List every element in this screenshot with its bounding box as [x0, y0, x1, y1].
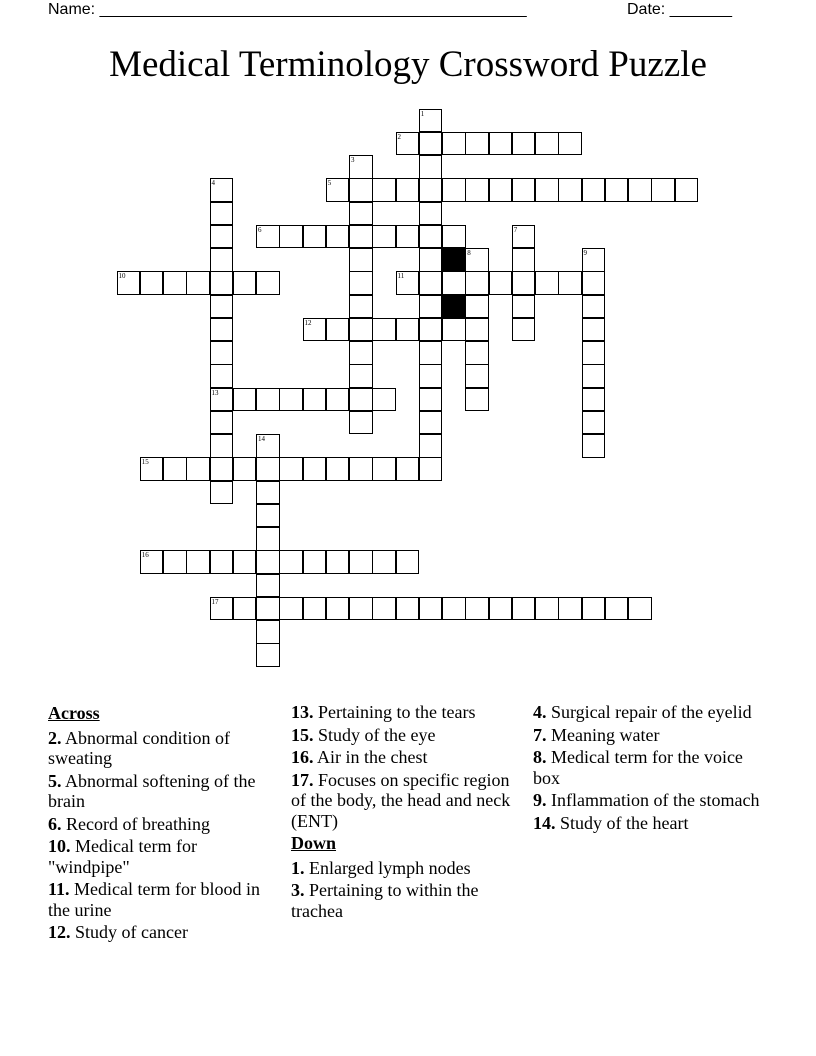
clue-text: Inflammation of the stomach	[546, 790, 760, 810]
grid-cell[interactable]	[233, 388, 257, 412]
grid-cell[interactable]	[419, 178, 443, 202]
cell-number: 9	[583, 249, 587, 257]
clue-number: 12.	[48, 922, 71, 942]
grid-cell[interactable]	[582, 364, 606, 388]
cell-number: 13	[211, 388, 219, 397]
grid-cell[interactable]	[419, 364, 443, 388]
cell-number: 10	[118, 272, 126, 281]
cell-number: 7	[513, 225, 518, 234]
grid-cell[interactable]	[396, 178, 420, 202]
grid-cell[interactable]	[349, 248, 373, 272]
grid-cell[interactable]	[163, 271, 187, 295]
clue-number: 17.	[291, 769, 314, 790]
grid-cell[interactable]	[256, 527, 280, 551]
clue-item	[533, 813, 765, 834]
grid-cell[interactable]	[465, 597, 489, 621]
grid-cell[interactable]	[140, 271, 164, 295]
grid-cell[interactable]	[396, 271, 420, 295]
clue-number: 5.	[48, 770, 62, 791]
grid-cell[interactable]	[396, 550, 420, 574]
clue-item	[533, 790, 765, 811]
clue-item	[48, 728, 280, 769]
grid-cell[interactable]	[512, 318, 536, 342]
grid-cell[interactable]	[256, 457, 280, 481]
clue-list	[291, 702, 523, 831]
grid-cell[interactable]	[256, 225, 280, 249]
clue-text: Medical term for "windpipe"	[48, 836, 197, 877]
grid-cell[interactable]	[372, 550, 396, 574]
grid-cell[interactable]	[419, 411, 443, 435]
grid-cell[interactable]	[326, 550, 350, 574]
clue-text: Abnormal softening of the brain	[48, 770, 256, 811]
grid-cell[interactable]	[512, 597, 536, 621]
grid-cell[interactable]	[558, 132, 582, 156]
grid-cell[interactable]	[372, 225, 396, 249]
grid-cell[interactable]	[489, 132, 513, 156]
grid-cell[interactable]	[465, 364, 489, 388]
grid-cell[interactable]	[210, 295, 234, 319]
grid-cell[interactable]	[419, 388, 443, 412]
clue-item	[533, 725, 765, 746]
grid-cell[interactable]	[303, 597, 327, 621]
grid-cell[interactable]	[210, 597, 234, 621]
grid-cell[interactable]	[512, 271, 536, 295]
grid-cell[interactable]	[233, 550, 257, 574]
grid-cell[interactable]	[419, 597, 443, 621]
clue-number: 3.	[291, 880, 305, 900]
grid-cell[interactable]	[512, 248, 536, 272]
grid-cell[interactable]	[489, 271, 513, 295]
grid-cell[interactable]	[210, 388, 234, 412]
grid-cell[interactable]	[372, 597, 396, 621]
grid-cell[interactable]	[210, 411, 234, 435]
grid-cell[interactable]	[326, 457, 350, 481]
grid-cell[interactable]	[326, 225, 350, 249]
grid-cell[interactable]	[419, 202, 443, 226]
grid-cell[interactable]	[233, 271, 257, 295]
grid-cell[interactable]	[303, 318, 327, 342]
grid-cell[interactable]	[489, 178, 513, 202]
grid-cell[interactable]	[210, 457, 234, 481]
across-heading: Across	[48, 703, 100, 723]
cell-number: 14	[258, 435, 265, 443]
grid-cell[interactable]	[210, 178, 234, 202]
clue-item	[48, 814, 280, 835]
down-heading: Down	[291, 833, 337, 853]
clue-text: Record of breathing	[61, 813, 210, 834]
grid-cell[interactable]	[419, 248, 443, 272]
grid-cell[interactable]	[582, 295, 606, 319]
name-field: Name: ________________________________________________	[48, 1, 527, 18]
grid-cell[interactable]	[442, 597, 466, 621]
grid-cell[interactable]	[419, 225, 443, 249]
grid-cell[interactable]	[210, 248, 234, 272]
page-title: Medical Terminology Crossword Puzzle	[109, 44, 707, 85]
clue-item	[533, 702, 765, 723]
clue-text: Medical term for the voice box	[533, 747, 743, 788]
grid-cell[interactable]	[465, 271, 489, 295]
clue-number: 4.	[533, 702, 547, 722]
grid-cell[interactable]	[419, 318, 443, 342]
grid-cell[interactable]	[349, 364, 373, 388]
clue-text: Focuses on specific region of the body, the head and neck (ENT)	[291, 769, 511, 831]
grid-cell[interactable]	[396, 457, 420, 481]
grid-cell[interactable]	[210, 481, 234, 505]
grid-cell[interactable]	[465, 178, 489, 202]
cell-number: 5	[327, 179, 332, 188]
grid-cell[interactable]	[489, 597, 513, 621]
grid-cell[interactable]	[256, 504, 280, 528]
grid-cell[interactable]	[256, 271, 280, 295]
grid-cell[interactable]	[326, 318, 350, 342]
grid-cell[interactable]	[326, 178, 350, 202]
grid-cell[interactable]	[256, 597, 280, 621]
grid-cell[interactable]	[303, 457, 327, 481]
cell-number: 4	[211, 179, 215, 188]
grid-cell[interactable]	[396, 597, 420, 621]
grid-cell[interactable]	[210, 550, 234, 574]
grid-cell[interactable]	[419, 132, 443, 156]
grid-cell[interactable]	[349, 457, 373, 481]
grid-cell[interactable]	[442, 225, 466, 249]
grid-cell[interactable]	[163, 457, 187, 481]
grid-cell[interactable]	[349, 155, 373, 179]
clue-text: Study of the heart	[555, 812, 689, 833]
grid-cell[interactable]	[558, 597, 582, 621]
grid-cell[interactable]	[349, 271, 373, 295]
grid-cell[interactable]	[582, 178, 606, 202]
grid-cell[interactable]	[675, 178, 699, 202]
grid-cell[interactable]	[349, 295, 373, 319]
cell-number: 12	[304, 318, 312, 327]
clue-number: 15.	[291, 724, 314, 745]
grid-cell[interactable]	[256, 550, 280, 574]
grid-cell[interactable]	[303, 225, 327, 249]
grid-cell[interactable]	[210, 318, 234, 342]
grid-cell[interactable]	[349, 202, 373, 226]
clue-number: 1.	[291, 857, 305, 878]
clue-item	[291, 725, 523, 746]
grid-cell[interactable]	[442, 318, 466, 342]
clue-list	[533, 702, 765, 833]
cell-number: 1	[420, 109, 425, 118]
clue-item	[48, 922, 280, 943]
grid-cell[interactable]	[582, 318, 606, 342]
clue-column-3	[533, 702, 765, 835]
grid-cell[interactable]	[535, 132, 559, 156]
grid-cell[interactable]	[210, 225, 234, 249]
grid-cell[interactable]	[326, 597, 350, 621]
grid-cell[interactable]	[163, 550, 187, 574]
grid-cell[interactable]	[558, 178, 582, 202]
grid-cell[interactable]	[582, 597, 606, 621]
grid-cell[interactable]	[442, 178, 466, 202]
clue-text: Meaning water	[546, 724, 660, 745]
clue-text: Study of cancer	[70, 922, 188, 942]
grid-cell[interactable]	[419, 295, 443, 319]
clue-item	[291, 770, 523, 832]
grid-cell[interactable]	[140, 457, 164, 481]
clue-item	[48, 771, 280, 812]
grid-cell[interactable]	[605, 597, 629, 621]
clue-text: Surgical repair of the eyelid	[546, 702, 752, 722]
clue-number: 2.	[48, 727, 62, 748]
grid-cell[interactable]	[465, 248, 489, 272]
grid-cell[interactable]	[256, 388, 280, 412]
date-field: Date: _______	[627, 1, 732, 18]
black-cell	[442, 295, 466, 319]
grid-cell[interactable]	[279, 388, 303, 412]
cell-number: 2	[397, 132, 401, 141]
grid-cell[interactable]	[465, 318, 489, 342]
grid-cell[interactable]	[512, 225, 536, 249]
grid-cell[interactable]	[186, 271, 210, 295]
grid-cell[interactable]	[535, 178, 559, 202]
grid-cell[interactable]	[256, 574, 280, 598]
clue-list	[291, 858, 523, 922]
grid-cell[interactable]	[279, 457, 303, 481]
grid-cell[interactable]	[419, 341, 443, 365]
grid-cell[interactable]	[465, 132, 489, 156]
clue-item	[291, 880, 523, 921]
clue-text: Pertaining to within the trachea	[291, 880, 479, 921]
grid-cell[interactable]	[512, 178, 536, 202]
grid-cell[interactable]	[558, 271, 582, 295]
grid-cell[interactable]	[186, 550, 210, 574]
grid-cell[interactable]	[326, 388, 350, 412]
cell-number: 16	[141, 551, 149, 560]
grid-cell[interactable]	[465, 388, 489, 412]
clue-item	[291, 858, 523, 879]
clue-text: Abnormal condition of sweating	[48, 727, 230, 768]
clue-item	[291, 702, 523, 723]
grid-cell[interactable]	[628, 597, 652, 621]
grid-cell[interactable]	[140, 550, 164, 574]
cell-number: 17	[211, 597, 219, 606]
grid-cell[interactable]	[582, 434, 606, 458]
cell-number: 3	[351, 156, 355, 164]
grid-cell[interactable]	[256, 434, 280, 458]
cell-number: 6	[258, 225, 262, 234]
clue-number: 7.	[533, 724, 547, 745]
grid-cell[interactable]	[582, 411, 606, 435]
grid-cell[interactable]	[396, 225, 420, 249]
grid-cell[interactable]	[372, 318, 396, 342]
cell-number: 11	[397, 272, 405, 281]
grid-cell[interactable]	[582, 388, 606, 412]
clue-item	[291, 747, 523, 768]
grid-cell[interactable]	[233, 457, 257, 481]
clue-text: Enlarged lymph nodes	[304, 857, 471, 878]
grid-cell[interactable]	[512, 132, 536, 156]
grid-cell[interactable]	[582, 248, 606, 272]
clue-number: 14.	[533, 812, 556, 833]
grid-cell[interactable]	[582, 341, 606, 365]
clue-item	[48, 879, 280, 920]
grid-cell[interactable]	[279, 597, 303, 621]
grid-cell[interactable]	[349, 550, 373, 574]
grid-cell[interactable]	[117, 271, 141, 295]
grid-cell[interactable]	[628, 178, 652, 202]
grid-cell[interactable]	[372, 457, 396, 481]
clue-number: 9.	[533, 790, 547, 810]
grid-cell[interactable]	[419, 271, 443, 295]
grid-cell[interactable]	[303, 550, 327, 574]
grid-cell[interactable]	[303, 388, 327, 412]
grid-cell[interactable]	[210, 434, 234, 458]
clue-text: Study of the eye	[313, 724, 436, 745]
grid-cell[interactable]	[210, 202, 234, 226]
grid-cell[interactable]	[582, 271, 606, 295]
clue-column-1	[48, 702, 280, 945]
grid-cell[interactable]	[210, 364, 234, 388]
grid-cell[interactable]	[349, 597, 373, 621]
grid-cell[interactable]	[465, 295, 489, 319]
grid-cell[interactable]	[256, 643, 280, 667]
grid-cell[interactable]	[372, 178, 396, 202]
grid-cell[interactable]	[349, 318, 373, 342]
grid-cell[interactable]	[535, 597, 559, 621]
clue-text: Air in the chest	[313, 747, 428, 767]
grid-cell[interactable]	[349, 341, 373, 365]
grid-cell[interactable]	[349, 178, 373, 202]
clue-number: 11.	[48, 879, 70, 899]
grid-cell[interactable]	[419, 109, 443, 133]
grid-cell[interactable]	[419, 155, 443, 179]
grid-cell[interactable]	[372, 388, 396, 412]
grid-cell[interactable]	[535, 271, 559, 295]
clue-list	[48, 728, 280, 943]
grid-cell[interactable]	[419, 457, 443, 481]
cell-number: 15	[141, 458, 149, 467]
grid-cell[interactable]	[442, 271, 466, 295]
grid-cell[interactable]	[210, 341, 234, 365]
clue-number: 6.	[48, 813, 62, 834]
grid-cell[interactable]	[651, 178, 675, 202]
grid-cell[interactable]	[256, 620, 280, 644]
clue-column-2	[291, 702, 523, 923]
grid-cell[interactable]	[186, 457, 210, 481]
grid-cell[interactable]	[233, 597, 257, 621]
grid-cell[interactable]	[279, 550, 303, 574]
clue-number: 8.	[533, 747, 547, 767]
clue-item	[533, 747, 765, 788]
grid-cell[interactable]	[256, 481, 280, 505]
clue-number: 16.	[291, 747, 314, 767]
grid-cell[interactable]	[210, 271, 234, 295]
grid-cell[interactable]	[396, 318, 420, 342]
clue-text: Medical term for blood in the urine	[48, 879, 260, 920]
grid-cell[interactable]	[442, 132, 466, 156]
grid-cell[interactable]	[349, 225, 373, 249]
clue-text: Pertaining to the tears	[313, 702, 476, 722]
grid-cell[interactable]	[512, 295, 536, 319]
cell-number: 8	[467, 249, 471, 257]
grid-cell[interactable]	[279, 225, 303, 249]
clue-number: 13.	[291, 702, 314, 722]
grid-cell[interactable]	[349, 388, 373, 412]
grid-cell[interactable]	[465, 341, 489, 365]
black-cell	[442, 248, 466, 272]
clue-number: 10.	[48, 836, 71, 856]
grid-cell[interactable]	[419, 434, 443, 458]
clue-item	[48, 836, 280, 877]
grid-cell[interactable]	[349, 411, 373, 435]
grid-cell[interactable]	[605, 178, 629, 202]
grid-cell[interactable]	[396, 132, 420, 156]
